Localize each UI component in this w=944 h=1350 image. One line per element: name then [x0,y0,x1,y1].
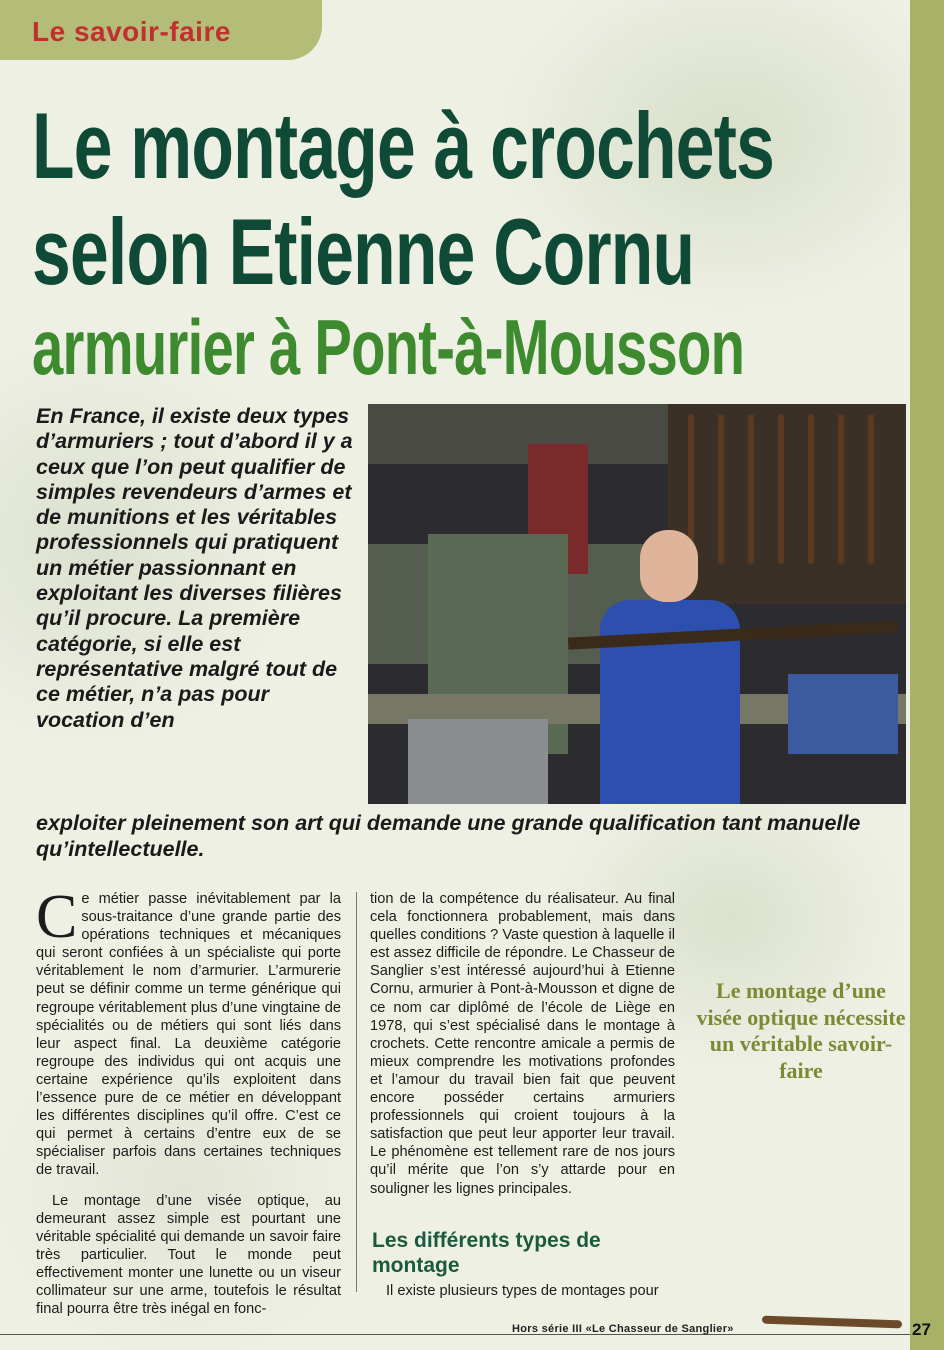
body-paragraph-1-text: e métier passe inévitablement par la sous-traitance d’une grande partie des opérations techniques et mécaniques qui seront confiées à un spécialiste qui porte véritablement le nom d’armurier. L’armurerie peut se définir comme un terme générique qui regroupe véritablement plus d’une vingtaine de spécialités ou de métiers qui sont liés dans leur aspect final. La deuxième catégorie regroupe des individus qui ont acquis une certaine expérience qu’ils exploitent dans l’essence pure de ce métier en développant les différentes disciplines qu’il offre. C’est ce qui permet à certains d’entre eux de se spécialiser parfois dans certaines techniques de travail. [36,891,341,1179]
intro-text: En France, il existe deux types d’armuriers ; tout d’abord il y a ceux que l’on peut qualifier de simples revendeurs d’armes et de munitions et les véritables professionnels qui pratiquent un métier passionnant en exploitant les diverses filières qu’il procure. La première catégorie, si elle est représentative malgré tout de ce métier, n’a pas pour vocation d’en [36,404,353,732]
rack-gun [748,414,754,564]
body-column-2-bottom [370,1282,675,1312]
photo-blue-case [788,674,898,754]
rack-gun [868,414,874,564]
page-number: 27 [912,1320,931,1339]
title-line-1: Le montage à crochets [32,93,775,198]
section-tab [0,0,322,60]
body-paragraph-2: Le montage d’une visée optique, au demeurant assez simple est pourtant une véritable spécialité qui demande un savoir faire très particulier. Tout le monde peut effectivement monter une lunette ou un viseur collimateur sur une arme, toutefois le résultat final pourra être très inégal en fonc- [36,1192,341,1318]
title-line-2: selon Etienne Cornu [32,199,695,304]
body-paragraph-4: Il existe plusieurs types de montages pour [386,1283,659,1299]
right-color-band [910,0,944,1350]
workshop-photo [368,404,906,804]
rack-gun [808,414,814,564]
pull-quote: Le montage d’une visée optique nécessite un véritable savoir-faire [696,978,906,1083]
photo-head [640,530,698,602]
footer-text: Hors série III «Le Chasseur de Sanglier» [512,1323,734,1335]
footer-rule [0,1334,910,1335]
rack-gun [778,414,784,564]
subheading: Les différents types de montage [372,1229,601,1277]
column-rule [356,892,357,1292]
section-label: Le savoir-faire [32,16,231,47]
dropcap: C [36,883,78,951]
photo-cabinet [408,719,548,804]
body-column-2 [370,890,675,1210]
photo-gunsmith [600,530,740,804]
title-line-3: armurier à Pont-à-Mousson [32,303,745,391]
body-column-1 [36,883,341,1330]
intro-text-continued: exploiter pleinement son art qui demande une grande qualification tant manuelle qu’intellectuelle. [36,811,861,861]
rack-gun [838,414,844,564]
body-paragraph-3: tion de la compétence du réalisateur. Au final cela fonctionnera probablement, mais dans quelles conditions ? Vaste question à laquelle il est assez difficile de répondre. Le Chasseur de Sanglier s’est intéressé aujourd’hui à Etienne Cornu, armurier à Pont-à-Mousson et digne de ce nom car diplômé de l’école de Liège en 1978, qui s’est spécialisé dans le montage à crochets. Cette rencontre amicale a permis de mieux comprendre les motivations profondes et l’amour du travail bien fait que peuvent encore posséder certains armuriers professionnels qui croient toujours à la satisfaction que peut leur apporter leur travail. Le phénomène est tellement rare de nos jours qu’il mérite que l’on s’y attarde pour en souligner les lignes principales. [370,891,675,1197]
body-paragraph-1 [36,883,341,1180]
